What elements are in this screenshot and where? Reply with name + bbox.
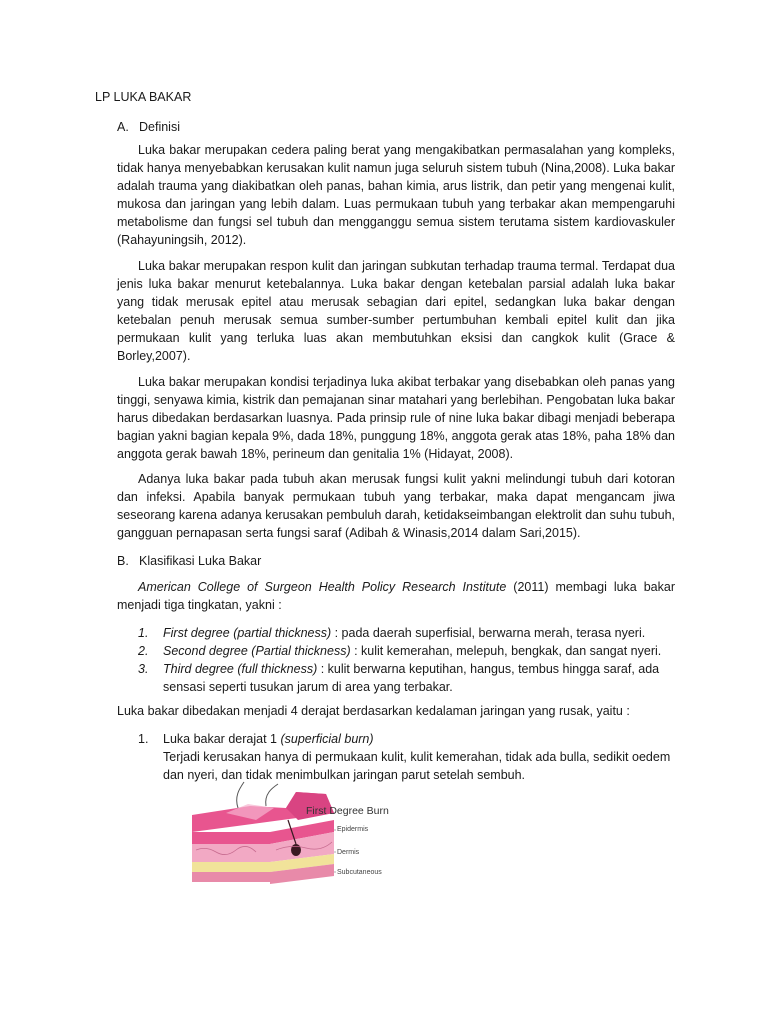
section-b-marker: B.	[117, 554, 129, 568]
list-item: 1. First degree (partial thickness) : pada daerah superfisial, berwarna merah, terasa nyeri.	[138, 626, 646, 640]
section-a-title: Definisi	[139, 120, 180, 134]
subcutaneous-left	[192, 872, 270, 882]
paragraph-5: American College of Surgeon Health Policy Research Institute (2011) membagi luka bakar menjadi tiga tingkatan, yakni :	[117, 580, 675, 612]
section-a-heading	[117, 119, 180, 135]
first-degree-burn-illustration	[186, 780, 422, 888]
paragraph-6: Luka bakar dibedakan menjadi 4 derajat berdasarkan kedalaman jaringan yang rusak, yaitu :	[117, 704, 630, 718]
paragraph-1: Luka bakar merupakan cedera paling berat yang mengakibatkan permasalahan yang kompleks, tidak hanya menyebabkan kerusakan kulit namun juga seluruh sistem tubuh (Nina,2008). Luka bakar adalah trauma yang diakibatkan oleh panas, bahan kimia, arus listrik, dan petir yang mengenai kulit, mukosa dan jaringan yang lebih dalam. Luas permukaan tubuh yang terbakar akan mempengaruhi metabolisme dan fungsi sel tubuh dan mengganggu semua sistem terutama sistem kardiovaskuler (Rahayuningsih, 2012).	[117, 143, 675, 247]
figure-title: First Degree Burn	[306, 805, 389, 817]
degree-1-description: Terjadi kerusakan hanya di permukaan kulit, kulit kemerahan, tidak ada bulla, sedikit oedem dan nyeri, dan tidak menimbulkan jaringan parut setelah sembuh.	[163, 750, 671, 782]
figure-label-dermis: Dermis	[337, 849, 360, 856]
paragraph-3: Luka bakar merupakan kondisi terjadinya luka akibat terbakar yang disebabkan oleh panas yang tinggi, senyawa kimia, kistrik dan pemajanan sinar matahari yang berlebihan. Pengobatan luka bakar harus dibedakan berdasarkan luasnya. Pada prinsip rule of nine luka bakar dibagi menjadi beberapa bagian yakni bagian kepala 9%, dada 18%, punggung 18%, anggota gerak atas 18%, paha 18% dan anggota gerak bawah 18%, perineum dan genitalia 1% (Hidayat, 2008).	[117, 375, 675, 461]
fat-layer-left	[192, 862, 270, 872]
epidermis-layer-left	[192, 832, 270, 844]
list-item: 2. Second degree (Partial thickness) : kulit kemerahan, melepuh, bengkak, dan sangat nyeri.	[138, 644, 662, 658]
list-item: 3. Third degree (full thickness) : kulit berwarna keputihan, hangus, tembus hingga saraf, ada sensasi seperti tusukan jarum di area yang terbakar.	[138, 662, 660, 694]
section-b-heading	[117, 553, 261, 569]
paragraph-2: Luka bakar merupakan respon kulit dan jaringan subkutan terhadap trauma termal. Terdapat dua jenis luka bakar menurut ketebalannya. Luka bakar dengan ketebalan parsial adalah luka bakar yang tidak merusak epitel atau merusak sebagian dari epitel, sedangkan luka bakar dengan ketebalan penuh merusak semua sumber-sumber pertumbuhan kembali epitel kulit dan jika permukaan kulit yang terluka luas akan membutuhkan eksisi dan cangkok kulit (Grace & Borley,2007).	[117, 259, 675, 363]
figure-label-subcutaneous: Subcutaneous	[337, 869, 382, 876]
hair-strand	[266, 784, 278, 806]
list-item-degree-1: 1. Luka bakar derajat 1 (superficial burn) Terjadi kerusakan hanya di permukaan kulit, kulit kemerahan, tidak ada bulla, sedikit oedem dan nyeri, dan tidak menimbulkan jaringan parut setelah sembuh.	[117, 730, 677, 784]
hair-strand	[237, 782, 244, 808]
paragraph-4: Adanya luka bakar pada tubuh akan merusak fungsi kulit yakni melindungi tubuh dari kotoran dan infeksi. Apabila banyak permukaan tubuh yang terbakar, maka dapat mengancam jiwa seseorang karena adanya kerusakan pembuluh darah, ketidakseimbangan elektrolit dan suhu tubuh, gangguan pernapasan serta fungsi saraf (Adibah & Winasis,2014 dalam Sari,2015).	[117, 472, 675, 540]
section-b-title: Klasifikasi Luka Bakar	[139, 554, 262, 568]
figure-label-epidermis: Epidermis	[337, 826, 369, 833]
hair-follicle	[291, 844, 301, 856]
document-title: LP LUKA BAKAR	[95, 90, 192, 104]
institute-name: American College of Surgeon Health Policy Research Institute	[138, 580, 507, 594]
degree-list	[117, 624, 677, 696]
section-a-marker: A.	[117, 120, 129, 134]
